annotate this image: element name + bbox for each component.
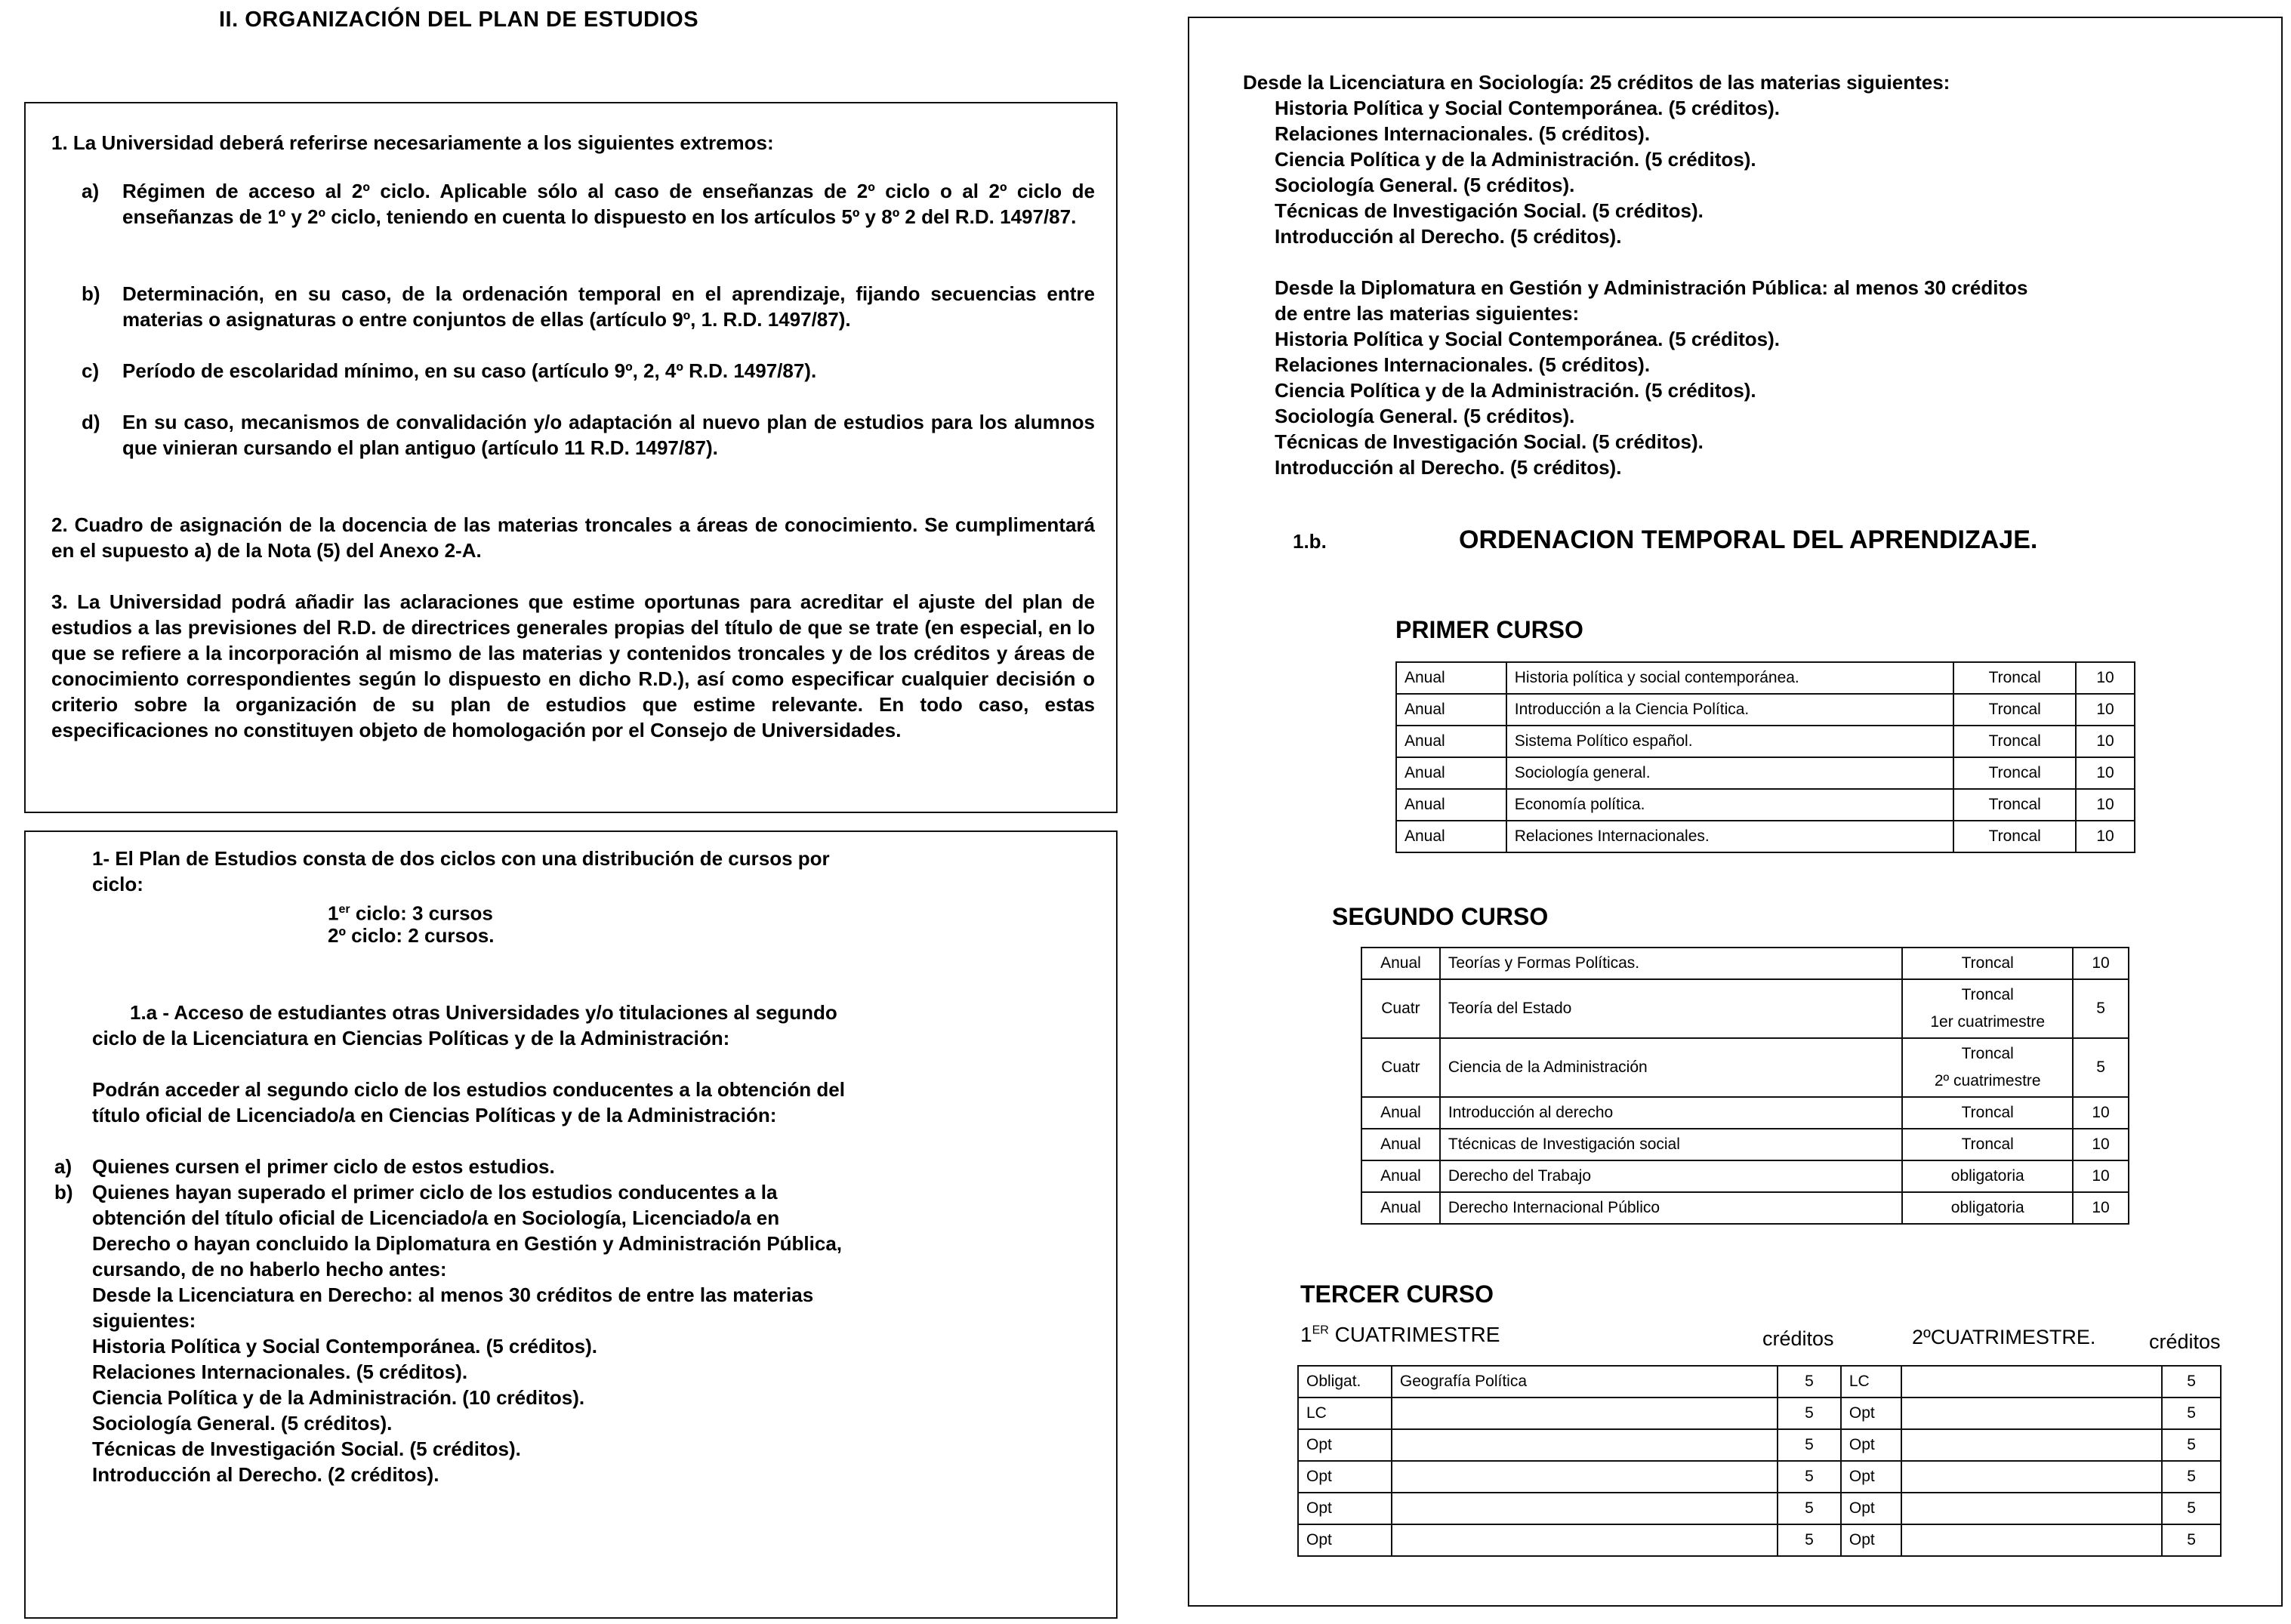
semester2-heading: 2ºCUATRIMESTRE. <box>1912 1326 2096 1348</box>
period-cell: Anual <box>1396 821 1506 852</box>
semester1-num: 1 <box>1300 1323 1312 1346</box>
sociologia-item: Técnicas de Investigación Social. (5 créditos). <box>1275 199 1704 222</box>
type-label: Troncal <box>1961 954 2014 972</box>
subject-cell <box>1901 1398 2162 1429</box>
type-cell <box>1902 948 2073 979</box>
credits-cell: 10 <box>2076 726 2135 757</box>
access-b-line: Sociología General. (5 créditos). <box>92 1412 393 1434</box>
credits-cell: 5 <box>2073 1038 2129 1097</box>
ordenacion-number: 1.b. <box>1293 530 1327 553</box>
subject-cell: Derecho Internacional Público <box>1440 1192 1902 1224</box>
point-3: 3. La Universidad podrá añadir las aclaraciones que estime oportunas para acreditar el ajuste del plan de estudios a las previsiones del R.D. de directrices generales propias del título de que se trate (en especial, en lo que se refiere a la incorporación al mismo de las materias y contenidos troncales y de los créditos y áreas de conocimiento correspondientes según lo dispuesto en dicho R.D.), así como especificar cualquier decisión o criterio sobre la organización de su plan de estudios que estime relevante. En todo caso, estas especificaciones no constituyen objeto de homologación por el Consejo de Universidades. <box>51 590 1095 741</box>
primer-curso-table <box>1395 661 2135 853</box>
table-row <box>1396 821 2135 852</box>
type-detail: 1er cuatrimestre <box>1930 1013 2046 1031</box>
credits-cell: 5 <box>2162 1524 2221 1556</box>
diplomatura-item: Sociología General. (5 créditos). <box>1275 405 1575 427</box>
primer-curso-title: PRIMER CURSO <box>1395 616 1583 643</box>
type-cell: Opt <box>1841 1524 1901 1556</box>
sociologia-item: Ciencia Política y de la Administración. (5 créditos). <box>1275 148 1756 171</box>
subject-cell: Ttécnicas de Investigación social <box>1440 1129 1902 1160</box>
semester1-rest: CUATRIMESTRE <box>1328 1323 1500 1346</box>
plan-cycle1 <box>328 897 493 926</box>
credits-cell: 10 <box>2076 757 2135 789</box>
access-b-line: cursando, de no haberlo hecho antes: <box>92 1258 447 1280</box>
semester1-sup: ER <box>1312 1324 1329 1337</box>
access-b-line: Introducción al Derecho. (2 créditos). <box>92 1463 439 1486</box>
item-b-marker: b) <box>82 282 100 305</box>
credits-cell: 5 <box>1778 1398 1841 1429</box>
credits-cell: 5 <box>1778 1366 1841 1398</box>
item-c-marker: c) <box>82 359 100 382</box>
subject-cell: Sociología general. <box>1506 757 1954 789</box>
table-row <box>1298 1366 2221 1398</box>
period-cell: Anual <box>1396 726 1506 757</box>
diplomatura-item: Introducción al Derecho. (5 créditos). <box>1275 456 1622 479</box>
access-b-line: Derecho o hayan concluido la Diplomatura en Gestión y Administración Pública, <box>92 1232 843 1255</box>
subject-cell: Historia política y social contemporánea. <box>1506 662 1954 694</box>
type-cell: Troncal <box>1953 757 2076 789</box>
type-cell <box>1902 979 2073 1038</box>
access-b-line: siguientes: <box>92 1309 196 1332</box>
type-cell: Troncal <box>1953 726 2076 757</box>
requirements-intro: 1. La Universidad deberá referirse necesariamente a los siguientes extremos: <box>51 131 774 154</box>
type-cell: Opt <box>1841 1461 1901 1493</box>
subject-cell: Introducción a la Ciencia Política. <box>1506 694 1954 726</box>
item-a-text: Régimen de acceso al 2º ciclo. Aplicable sólo al caso de enseñanzas de 2º ciclo o al 2º ciclo de enseñanzas de 1º y 2º ciclo, teniendo en cuenta lo dispuesto en los artículos 5º y 8º 2 del R.D. 1497/87. <box>122 180 1095 228</box>
period-cell: Anual <box>1361 1097 1440 1129</box>
type-cell: Opt <box>1298 1429 1392 1461</box>
type-cell: Opt <box>1298 1461 1392 1493</box>
access-heading-line2: ciclo de la Licenciatura en Ciencias Políticas y de la Administración: <box>92 1027 730 1049</box>
subject-cell: Economía política. <box>1506 789 1954 821</box>
tercer-curso-table <box>1297 1365 2222 1557</box>
segundo-curso-title: SEGUNDO CURSO <box>1332 903 1549 930</box>
type-cell: obligatoria <box>1902 1160 2073 1192</box>
subject-cell <box>1392 1429 1778 1461</box>
access-b-line: Ciencia Política y de la Administración. (10 créditos). <box>92 1386 585 1409</box>
access-paragraph-line1: Podrán acceder al segundo ciclo de los estudios conducentes a la obtención del <box>92 1078 845 1101</box>
point-2: 2. Cuadro de asignación de la docencia de las materias troncales a áreas de conocimiento. Se cumplimentará en el supuesto a) de la Nota (5) del Anexo 2-A. <box>51 513 1095 562</box>
period-cell: Anual <box>1396 757 1506 789</box>
credits-cell: 5 <box>1778 1429 1841 1461</box>
table-row <box>1396 789 2135 821</box>
type-cell <box>1902 1038 2073 1097</box>
period-cell: Anual <box>1361 1129 1440 1160</box>
access-b-line: Técnicas de Investigación Social. (5 créditos). <box>92 1438 521 1460</box>
credits-cell: 10 <box>2073 1192 2129 1224</box>
diplomatura-item: Historia Política y Social Contemporánea. (5 créditos). <box>1275 328 1780 350</box>
type-cell: Opt <box>1841 1493 1901 1524</box>
plan-cycle1-num: 1 <box>328 901 339 925</box>
credits-cell: 5 <box>1778 1524 1841 1556</box>
item-d-marker: d) <box>82 411 100 433</box>
subject-cell <box>1392 1524 1778 1556</box>
item-b-text: Determinación, en su caso, de la ordenación temporal en el aprendizaje, fijando secuencias entre materias o asignaturas o entre conjuntos de ellas (artículo 9º, 1. R.D. 1497/87). <box>122 282 1095 331</box>
access-b-marker: b) <box>54 1181 73 1203</box>
type-cell: Troncal <box>1902 1097 2073 1129</box>
subject-cell <box>1901 1524 2162 1556</box>
type-cell: LC <box>1298 1398 1392 1429</box>
table-row <box>1361 1160 2129 1192</box>
access-b-line: Historia Política y Social Contemporánea. (5 créditos). <box>92 1335 597 1357</box>
table-row <box>1298 1524 2221 1556</box>
credits-cell: 10 <box>2076 789 2135 821</box>
access-a-marker: a) <box>54 1155 72 1178</box>
item-d-text: En su caso, mecanismos de convalidación y/o adaptación al nuevo plan de estudios para los alumnos que vinieran cursando el plan antiguo (artículo 11 R.D. 1497/87). <box>122 411 1095 459</box>
type-label: Troncal <box>1961 986 2014 1003</box>
table-row <box>1396 694 2135 726</box>
ordenacion-title: ORDENACION TEMPORAL DEL APRENDIZAJE. <box>1459 525 2038 554</box>
credits-cell: 10 <box>2076 821 2135 852</box>
credits-cell: 10 <box>2073 1160 2129 1192</box>
type-cell: Troncal <box>1953 694 2076 726</box>
type-cell: obligatoria <box>1902 1192 2073 1224</box>
plan-intro-line1: 1- El Plan de Estudios consta de dos ciclos con una distribución de cursos por <box>92 847 830 870</box>
type-cell: Troncal <box>1953 662 2076 694</box>
sociologia-item: Introducción al Derecho. (5 créditos). <box>1275 225 1622 248</box>
table-row <box>1361 1129 2129 1160</box>
table-row <box>1396 726 2135 757</box>
subject-cell: Teoría del Estado <box>1440 979 1902 1038</box>
type-cell: Troncal <box>1902 1129 2073 1160</box>
type-cell: LC <box>1841 1366 1901 1398</box>
period-cell: Anual <box>1361 1160 1440 1192</box>
type-cell: Obligat. <box>1298 1366 1392 1398</box>
sociologia-item: Historia Política y Social Contemporánea. (5 créditos). <box>1275 97 1780 119</box>
credits-cell: 5 <box>1778 1461 1841 1493</box>
tercer-curso-title: TERCER CURSO <box>1300 1280 1494 1308</box>
plan-cycle1-sup: er <box>338 903 350 916</box>
period-cell: Anual <box>1396 662 1506 694</box>
diplomatura-item: Técnicas de Investigación Social. (5 créditos). <box>1275 430 1704 453</box>
diplomatura-heading-line1: Desde la Diplomatura en Gestión y Administración Pública: al menos 30 créditos <box>1275 276 2028 299</box>
type-detail: 2º cuatrimestre <box>1934 1072 2041 1089</box>
period-cell: Anual <box>1396 694 1506 726</box>
segundo-curso-table <box>1361 947 2129 1225</box>
subject-cell: Derecho del Trabajo <box>1440 1160 1902 1192</box>
sociologia-item: Relaciones Internacionales. (5 créditos). <box>1275 122 1651 145</box>
access-b-line: obtención del título oficial de Licenciado/a en Sociología, Licenciado/a en <box>92 1206 780 1229</box>
type-cell: Troncal <box>1953 821 2076 852</box>
subject-cell <box>1901 1493 2162 1524</box>
type-cell: Troncal <box>1953 789 2076 821</box>
table-row <box>1361 948 2129 979</box>
table-row <box>1361 1038 2129 1097</box>
sociologia-heading: Desde la Licenciatura en Sociología: 25 créditos de las materias siguientes: <box>1243 71 1950 94</box>
credits-cell: 5 <box>1778 1493 1841 1524</box>
access-a-text: Quienes cursen el primer ciclo de estos estudios. <box>92 1155 555 1178</box>
credits-cell: 5 <box>2162 1398 2221 1429</box>
semester1-heading <box>1300 1323 1500 1347</box>
page-title: II. ORGANIZACIÓN DEL PLAN DE ESTUDIOS <box>219 8 699 32</box>
semester1-credits-label: créditos <box>1762 1327 1834 1350</box>
subject-cell <box>1901 1366 2162 1398</box>
subject-cell <box>1392 1398 1778 1429</box>
plan-cycle1-rest: ciclo: 3 cursos <box>350 901 493 925</box>
credits-cell: 10 <box>2076 662 2135 694</box>
period-cell: Anual <box>1361 1192 1440 1224</box>
table-row <box>1361 1192 2129 1224</box>
item-a-marker: a) <box>82 180 100 202</box>
subject-cell: Ciencia de la Administración <box>1440 1038 1902 1097</box>
subject-cell: Teorías y Formas Políticas. <box>1440 948 1902 979</box>
table-row <box>1298 1429 2221 1461</box>
table-row <box>1361 1097 2129 1129</box>
access-paragraph-line2: título oficial de Licenciado/a en Ciencias Políticas y de la Administración: <box>92 1104 777 1126</box>
table-row <box>1396 662 2135 694</box>
subject-cell: Relaciones Internacionales. <box>1506 821 1954 852</box>
table-row <box>1396 757 2135 789</box>
period-cell: Anual <box>1396 789 1506 821</box>
credits-cell: 5 <box>2073 979 2129 1038</box>
subject-cell <box>1901 1429 2162 1461</box>
table-row <box>1298 1398 2221 1429</box>
diplomatura-item: Ciencia Política y de la Administración. (5 créditos). <box>1275 379 1756 402</box>
subject-cell: Sistema Político español. <box>1506 726 1954 757</box>
access-b-line: Relaciones Internacionales. (5 créditos). <box>92 1361 468 1383</box>
sociologia-item: Sociología General. (5 créditos). <box>1275 174 1575 196</box>
type-cell: Opt <box>1841 1429 1901 1461</box>
subject-cell <box>1392 1493 1778 1524</box>
table-row <box>1298 1461 2221 1493</box>
diplomatura-heading-line2: de entre las materias siguientes: <box>1275 302 1580 325</box>
credits-cell: 5 <box>2162 1493 2221 1524</box>
item-c-text: Período de escolaridad mínimo, en su caso (artículo 9º, 2, 4º R.D. 1497/87). <box>122 359 817 382</box>
period-cell: Cuatr <box>1361 979 1440 1038</box>
type-cell: Opt <box>1298 1524 1392 1556</box>
credits-cell: 10 <box>2076 694 2135 726</box>
subject-cell <box>1392 1461 1778 1493</box>
subject-cell: Geografía Política <box>1392 1366 1778 1398</box>
credits-cell: 5 <box>2162 1461 2221 1493</box>
plan-cycle2: 2º ciclo: 2 cursos. <box>328 924 495 947</box>
type-label: Troncal <box>1961 1045 2014 1062</box>
credits-cell: 10 <box>2073 948 2129 979</box>
credits-cell: 5 <box>2162 1429 2221 1461</box>
diplomatura-item: Relaciones Internacionales. (5 créditos). <box>1275 353 1651 376</box>
access-b-line: Desde la Licenciatura en Derecho: al menos 30 créditos de entre las materias <box>92 1283 814 1306</box>
semester2-credits-label: créditos <box>2149 1330 2221 1353</box>
access-heading-line1: 1.a - Acceso de estudiantes otras Universidades y/o titulaciones al segundo <box>130 1001 837 1024</box>
type-cell: Opt <box>1298 1493 1392 1524</box>
period-cell: Anual <box>1361 948 1440 979</box>
credits-cell: 5 <box>2162 1366 2221 1398</box>
plan-intro-line2: ciclo: <box>92 873 143 895</box>
type-cell: Opt <box>1841 1398 1901 1429</box>
credits-cell: 10 <box>2073 1129 2129 1160</box>
subject-cell <box>1901 1461 2162 1493</box>
subject-cell: Introducción al derecho <box>1440 1097 1902 1129</box>
period-cell: Cuatr <box>1361 1038 1440 1097</box>
credits-cell: 10 <box>2073 1097 2129 1129</box>
table-row <box>1298 1493 2221 1524</box>
access-b-line: Quienes hayan superado el primer ciclo de los estudios conducentes a la <box>92 1181 778 1203</box>
table-row <box>1361 979 2129 1038</box>
